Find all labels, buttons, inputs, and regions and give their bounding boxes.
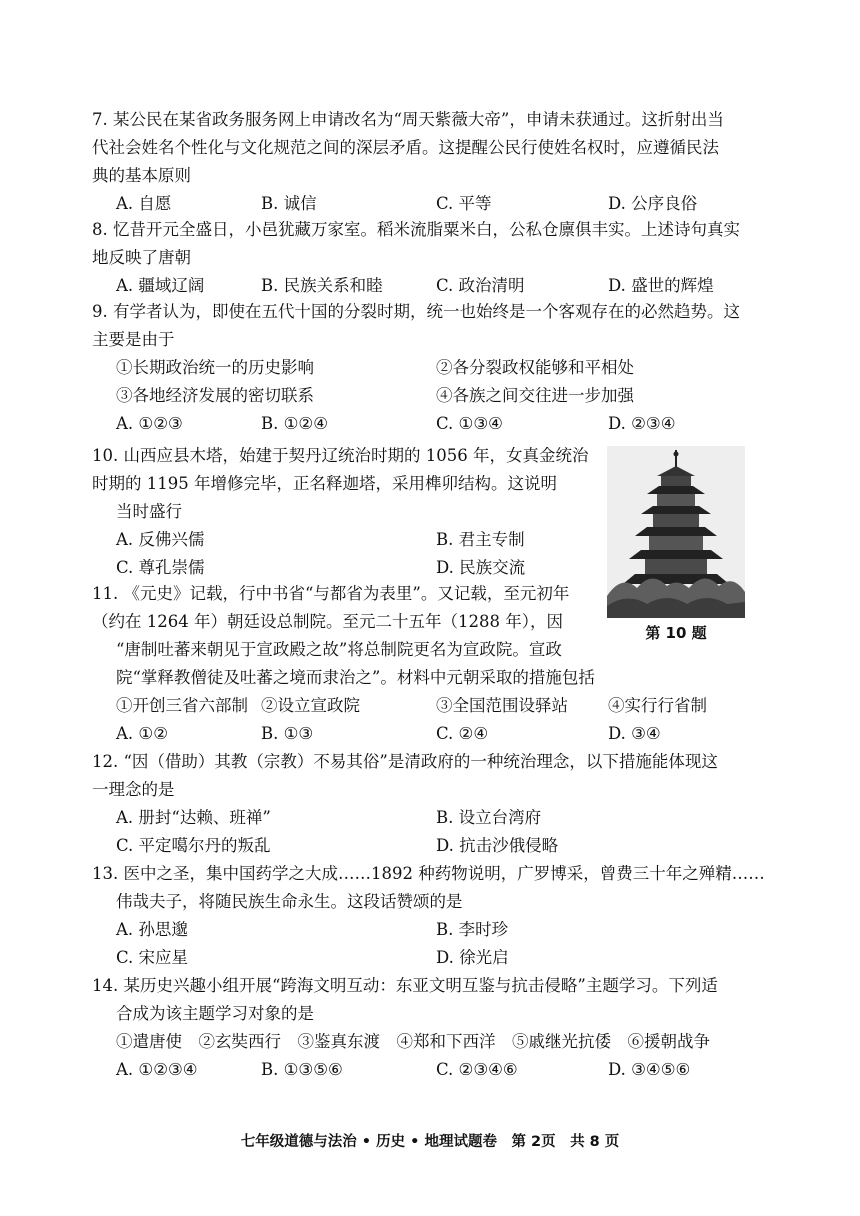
q7-option-d[interactable]: D. 公序良俗 xyxy=(608,194,698,213)
q11-item-3: ③全国范围设驿站 xyxy=(436,696,568,715)
q12-option-b[interactable]: B. 设立台湾府 xyxy=(436,808,542,827)
q8-option-d[interactable]: D. 盛世的辉煌 xyxy=(608,276,714,295)
q12-option-c[interactable]: C. 平定噶尔丹的叛乱 xyxy=(116,836,271,855)
q14-items: ①遣唐使 ②玄奘西行 ③鉴真东渡 ④郑和下西洋 ⑤戚继光抗倭 ⑥援朝战争 xyxy=(116,1032,710,1051)
q11-stem-line-1: 11. 《元史》记载，行中书省“与都省为表里”。又记载，至元初年 xyxy=(92,584,570,603)
q14-stem-line-1: 14. 某历史兴趣小组开展“跨海文明互动：东亚文明互鉴与抗击侵略”主题学习。下列适 xyxy=(92,976,718,995)
q9-option-c[interactable]: C. ①③④ xyxy=(436,414,503,433)
figure-caption: 第 10 题 xyxy=(645,624,707,642)
q9-item-1: ①长期政治统一的历史影响 xyxy=(116,358,314,377)
q9-item-4: ④各族之间交往进一步加强 xyxy=(436,386,634,405)
q10-stem-line-2: 时期的 1195 年增修完毕，正名释迦塔，采用榫卯结构。这说明 xyxy=(92,474,557,493)
q13-option-d[interactable]: D. 徐光启 xyxy=(436,948,509,967)
q9-option-a[interactable]: A. ①②③ xyxy=(116,414,183,433)
q11-item-2: ②设立宣政院 xyxy=(261,696,360,715)
q8-stem-line-2: 地反映了唐朝 xyxy=(92,248,191,267)
q10-option-b[interactable]: B. 君主专制 xyxy=(436,530,525,549)
q11-stem-line-2: （约在 1264 年）朝廷设总制院。至元二十五年（1288 年），因 xyxy=(92,612,563,631)
wooden-pagoda-photo xyxy=(607,446,745,618)
q14-option-c[interactable]: C. ②③④⑥ xyxy=(436,1060,518,1079)
q11-item-4: ④实行行省制 xyxy=(608,696,707,715)
q9-option-d[interactable]: D. ②③④ xyxy=(608,414,676,433)
q12-option-d[interactable]: D. 抗击沙俄侵略 xyxy=(436,836,559,855)
q14-option-d[interactable]: D. ③④⑤⑥ xyxy=(608,1060,691,1079)
q10-stem-line-1: 10. 山西应县木塔，始建于契丹辽统治时期的 1056 年，女真金统治 xyxy=(92,446,589,465)
q11-stem-line-3: “唐制吐蕃来朝见于宣政殿之故”将总制院更名为宣政院。宣政 xyxy=(116,640,562,659)
q10-stem-line-3: 当时盛行 xyxy=(116,502,182,521)
q13-option-a[interactable]: A. 孙思邈 xyxy=(116,920,188,939)
q13-stem-line-2: 伟哉夫子，将随民族生命永生。这段话赞颂的是 xyxy=(116,892,463,911)
q7-option-a[interactable]: A. 自愿 xyxy=(116,194,172,213)
q9-item-2: ②各分裂政权能够和平相处 xyxy=(436,358,634,377)
page-footer: 七年级道德与法治 • 历史 • 地理试题卷 第 2页 共 8 页 xyxy=(240,1134,620,1150)
q10-option-d[interactable]: D. 民族交流 xyxy=(436,558,526,577)
q7-stem-line-3: 典的基本原则 xyxy=(92,166,191,185)
q13-option-b[interactable]: B. 李时珍 xyxy=(436,920,509,939)
q8-stem-line-1: 8. 忆昔开元全盛日，小邑犹藏万家室。稻米流脂粟米白，公私仓廪俱丰实。上述诗句真实 xyxy=(92,220,740,239)
q8-option-a[interactable]: A. 疆域辽阔 xyxy=(116,276,205,295)
q14-option-b[interactable]: B. ①③⑤⑥ xyxy=(261,1060,343,1079)
q9-item-3: ③各地经济发展的密切联系 xyxy=(116,386,314,405)
q9-stem-line-2: 主要是由于 xyxy=(92,330,175,349)
q10-option-a[interactable]: A. 反佛兴儒 xyxy=(116,530,205,549)
pagoda-illustration xyxy=(607,446,745,618)
q7-option-b[interactable]: B. 诚信 xyxy=(261,194,317,213)
q9-stem-line-1: 9. 有学者认为，即使在五代十国的分裂时期，统一也始终是一个客观存在的必然趋势。这 xyxy=(92,302,740,321)
q13-stem-line-1: 13. 医中之圣，集中国药学之大成……1892 种药物说明，广罗博采，曾费三十年之殚精…… xyxy=(92,864,765,883)
q13-option-c[interactable]: C. 宋应星 xyxy=(116,948,189,967)
q7-stem-line-2: 代社会姓名个性化与文化规范之间的深层矛盾。这提醒公民行使姓名权时，应遵循民法 xyxy=(92,138,719,157)
q14-option-a[interactable]: A. ①②③④ xyxy=(116,1060,198,1079)
q11-item-1: ①开创三省六部制 xyxy=(116,696,248,715)
q12-stem-line-2: 一理念的是 xyxy=(92,780,175,799)
q9-option-b[interactable]: B. ①②④ xyxy=(261,414,328,433)
q11-option-b[interactable]: B. ①③ xyxy=(261,724,314,743)
q10-option-c[interactable]: C. 尊孔崇儒 xyxy=(116,558,205,577)
q8-option-c[interactable]: C. 政治清明 xyxy=(436,276,525,295)
q11-option-c[interactable]: C. ②④ xyxy=(436,724,489,743)
q8-option-b[interactable]: B. 民族关系和睦 xyxy=(261,276,383,295)
q12-stem-line-1: 12. “因（借助）其教（宗教）不易其俗”是清政府的一种统治理念，以下措施能体现这 xyxy=(92,752,718,771)
q7-stem-line-1: 7. 某公民在某省政务服务网上申请改名为“周天紫薇大帝”，申请未获通过。这折射出当 xyxy=(92,110,724,129)
q14-stem-line-2: 合成为该主题学习对象的是 xyxy=(116,1004,314,1023)
q12-option-a[interactable]: A. 册封“达赖、班禅” xyxy=(116,808,271,827)
q11-option-d[interactable]: D. ③④ xyxy=(608,724,661,743)
q11-stem-line-4: 院“掌释教僧徒及吐蕃之境而隶治之”。材料中元朝采取的措施包括 xyxy=(116,668,595,687)
q11-option-a[interactable]: A. ①② xyxy=(116,724,168,743)
q7-option-c[interactable]: C. 平等 xyxy=(436,194,492,213)
